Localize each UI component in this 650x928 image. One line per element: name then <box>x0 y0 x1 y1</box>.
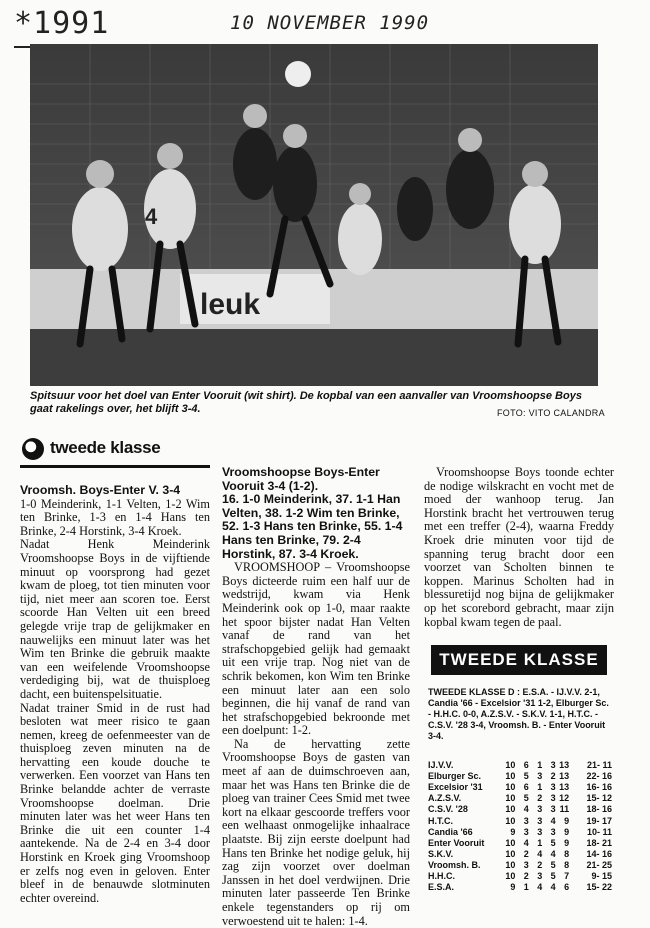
standings-played: 10 <box>505 848 516 859</box>
standings-won: 2 <box>523 870 529 881</box>
standings-played: 10 <box>505 782 516 793</box>
standings-lost: 3 <box>550 804 556 815</box>
standings-drawn: 3 <box>537 826 543 837</box>
article-paragraph: Na de hervatting zette Vroomshoopse Boys de gasten van meet af aan de duimschroeven aan, maar het was Hans ten Brinke die de ploeg van trainer Cees Smid met twee kort na elkaar gescoorde treffers voor een welhaast onmogelijke inhaalrace plaatste. Bij zijn eerste doelpunt had Hans ten Brinke het nodige geluk, hij zag zijn voorzet over doelman Janssen in het doel verdwijnen. Drie minuten later passeerde Ten Brinke enkele tegenstanders op rij om verwoestend uit te halen: 1-4. <box>222 736 410 928</box>
article-paragraph: Vroomshoopse Boys toonde echter de nodige wilskracht en vocht met de moed der wanhoop terug. Jan Horstink bracht het vertrouwen terug met een treffer (2-4), waarna Freddy Kroek drie minuten voor tijd de spanning terug bracht door een voorzet van Scholten binnen te koppen. Marinus Scholten had in blessuretijd nog bijna de gelijkmaker op het scorebord gebracht, maar zijn kopbal kwam tegen de paal. <box>424 465 614 629</box>
article-paragraph: Nadat Henk Meinderink Vroomshoopse Boys in de vijftiende minuut op voorsprong had gezet kwam de ploeg, tot tien minuten voor tijd, niet meer aan scoren toe. Eerst scoorde Han Velten uit een breed gelegde vrije trap de gelijkmaker en nauwelijks een minuut later was het Wim ten Brinke die gebruik maakte van een weifelende Vroomshoopse verdediging bij, wat de thuisploeg dacht, een buitenspelsituatie. <box>20 537 210 701</box>
standings-team-name: H.H.C. <box>428 870 455 881</box>
table-row <box>428 827 614 838</box>
standings-table <box>428 760 614 893</box>
standings-points: 11 <box>559 804 570 815</box>
score-summary: 1-0 Meinderink, 1-1 Velten, 1-2 Wim ten Brinke, 1-3 en 1-4 Hans ten Brinke, 2-4 Horstink, 3-4 Kroek. <box>20 496 210 538</box>
standings-points: 8 <box>564 848 570 859</box>
standings-lost: 3 <box>550 793 556 804</box>
match-photo-image <box>30 44 598 386</box>
table-row <box>428 871 614 882</box>
standings-points: 7 <box>564 870 570 881</box>
standings-goals: 14- 16 <box>586 848 612 859</box>
standings-won: 6 <box>523 760 529 771</box>
standings-lost: 5 <box>550 859 556 870</box>
standings-drawn: 2 <box>537 793 543 804</box>
standings-drawn: 1 <box>537 782 543 793</box>
match-headline: Vroomsh. Boys-Enter V. 3-4 <box>20 483 181 497</box>
standings-drawn: 3 <box>537 815 543 826</box>
standings-played: 10 <box>505 793 516 804</box>
standings-goals: 21- 25 <box>586 859 612 870</box>
standings-goals: 10- 11 <box>586 826 612 837</box>
standings-played: 10 <box>505 771 516 782</box>
standings-drawn: 3 <box>537 870 543 881</box>
standings-won: 4 <box>523 837 529 848</box>
standings-lost: 4 <box>550 815 556 826</box>
photo-credit: FOTO: VITO CALANDRA <box>497 408 605 418</box>
standings-won: 2 <box>523 848 529 859</box>
article-paragraph: VROOMSHOOP – Vroomshoopse Boys dicteerde ruim een half uur de wedstrijd, kwam via Henk Meinderink ook op 1-0, maar raakte het spoor bijster nadat Han Velten vanaf de rand van het strafschopgebied gelijk had gemaakt uit een vrije trap. Nog niet van de schrik bekomen, kon Wim ten Brinke een minuut later aan een solo beginnen, die hij vanaf de rand van het strafschopgebied bekroonde met een doelpunt: 1-2. <box>222 560 410 738</box>
standings-lost: 4 <box>550 882 556 893</box>
table-row <box>428 793 614 804</box>
standings-played: 10 <box>505 837 516 848</box>
table-row <box>428 849 614 860</box>
standings-lost: 4 <box>550 848 556 859</box>
standings-goals: 22- 16 <box>586 771 612 782</box>
standings-won: 3 <box>523 815 529 826</box>
standings-team-name: E.S.A. <box>428 882 455 893</box>
standings-drawn: 1 <box>537 837 543 848</box>
standings-team-name: Vroomsh. B. <box>428 859 481 870</box>
standings-points: 6 <box>564 882 570 893</box>
standings-lost: 5 <box>550 870 556 881</box>
standings-points: 8 <box>564 859 570 870</box>
handwritten-archive-number: *1991 <box>14 6 110 41</box>
standings-points: 9 <box>564 837 570 848</box>
standings-won: 3 <box>523 859 529 870</box>
standings-team-name: Elburger Sc. <box>428 771 482 782</box>
football-icon <box>22 438 44 460</box>
standings-won: 5 <box>523 771 529 782</box>
table-row <box>428 804 614 815</box>
standings-goals: 16- 16 <box>586 782 612 793</box>
standings-goals: 9- 15 <box>591 870 612 881</box>
standings-team-name: A.Z.S.V. <box>428 793 462 804</box>
standings-played: 10 <box>505 859 516 870</box>
klasse-banner: TWEEDE KLASSE <box>431 645 607 675</box>
standings-points: 13 <box>559 771 570 782</box>
standings-points: 9 <box>564 815 570 826</box>
standings-drawn: 4 <box>537 848 543 859</box>
standings-drawn: 2 <box>537 859 543 870</box>
section-header <box>20 432 210 468</box>
standings-team-name: Excelsior '31 <box>428 782 483 793</box>
table-row <box>428 782 614 793</box>
standings-won: 1 <box>523 882 529 893</box>
standings-lost: 5 <box>550 837 556 848</box>
standings-lost: 3 <box>550 782 556 793</box>
standings-drawn: 3 <box>537 804 543 815</box>
standings-team-name: H.T.C. <box>428 815 454 826</box>
standings-played: 10 <box>505 760 516 771</box>
standings-won: 5 <box>523 793 529 804</box>
standings-lost: 2 <box>550 771 556 782</box>
standings-team-name: S.K.V. <box>428 848 454 859</box>
table-row <box>428 815 614 826</box>
standings-played: 10 <box>505 870 516 881</box>
billboard-text: leuk <box>200 288 261 321</box>
standings-points: 13 <box>559 782 570 793</box>
standings-team-name: Enter Vooruit <box>428 837 485 848</box>
standings-drawn: 4 <box>537 882 543 893</box>
photo-caption: Spitsuur voor het doel van Enter Vooruit (wit shirt). De kopbal van een aanvaller van Vroomshoopse Boys gaat rakelings over, het blijft 3-4. <box>30 390 582 415</box>
article-column-2 <box>222 466 410 928</box>
table-row <box>428 838 614 849</box>
standings-team-name: C.S.V. '28 <box>428 804 468 815</box>
standings-drawn: 1 <box>537 760 543 771</box>
section-rule <box>20 465 210 468</box>
standings-goals: 19- 17 <box>586 815 612 826</box>
standings-goals: 21- 11 <box>586 760 612 771</box>
standings-points: 13 <box>559 760 570 771</box>
article-column-3 <box>424 466 614 629</box>
standings-played: 9 <box>510 882 516 893</box>
standings-goals: 15- 12 <box>586 793 612 804</box>
match-photo <box>30 44 598 386</box>
standings-goals: 18- 16 <box>586 804 612 815</box>
table-row <box>428 771 614 782</box>
standings-goals: 18- 21 <box>586 837 612 848</box>
standings-team-name: Candia '66 <box>428 826 473 837</box>
standings-played: 10 <box>505 815 516 826</box>
standings-won: 6 <box>523 782 529 793</box>
standings-lost: 3 <box>550 826 556 837</box>
article-paragraph: Nadat trainer Smid in de rust had besloten wat meer risico te gaan nemen, kreeg de oefenmeester van de thuisploeg zeven minuten na de hervatting een koude douche te verwerken. Een voorzet van Hans ten Brinke belandde achter de verraste Vroomshoopse doelman. Drie minuten later was het weer Hans ten Brinke die uit een counter 1-4 aantekende. Na de 2-4 en 3-4 door Horstink en Kroek ging Vroomshoop er zelfs nog even in geloven. Enter bleef in de benauwde slotminuten echter overeind. <box>20 700 210 905</box>
table-row <box>428 882 614 893</box>
standings-points: 12 <box>559 793 570 804</box>
standings-goals: 15- 22 <box>586 882 612 893</box>
standings-team-name: IJ.V.V. <box>428 760 454 771</box>
standings-won: 3 <box>523 826 529 837</box>
article-column-1 <box>20 484 210 905</box>
results-text: TWEEDE KLASSE D : E.S.A. - IJ.V.V. 2-1, Candia '66 - Excelsior '31 1-2, Elburger Sc. - H.H.C. 0-0, A.Z.S.V. - S.K.V. 1-1, H.T.C. - C.S.V. '28 3-4, Vroomsh. B. - Enter Vooruit 3-4. <box>428 687 609 741</box>
standings-played: 9 <box>510 826 516 837</box>
match-headline: Vroomshoopse Boys-Enter Vooruit 3-4 (1-2). <box>222 465 380 493</box>
standings-played: 10 <box>505 804 516 815</box>
section-title: tweede klasse <box>50 438 161 457</box>
standings-lost: 3 <box>550 760 556 771</box>
score-summary: 16. 1-0 Meinderink, 37. 1-1 Han Velten, 38. 1-2 Wim ten Brinke, 52. 1-3 Hans ten Brinke, 55. 1-4 Hans ten Brinke, 79. 2-4 Horstink, 87. 3-4 Kroek. <box>222 492 403 561</box>
table-row <box>428 760 614 771</box>
handwritten-date: 10 NOVEMBER 1990 <box>230 12 430 34</box>
standings-won: 4 <box>523 804 529 815</box>
standings-drawn: 3 <box>537 771 543 782</box>
table-row <box>428 860 614 871</box>
standings-points: 9 <box>564 826 570 837</box>
shirt-number: 4 <box>145 204 158 229</box>
